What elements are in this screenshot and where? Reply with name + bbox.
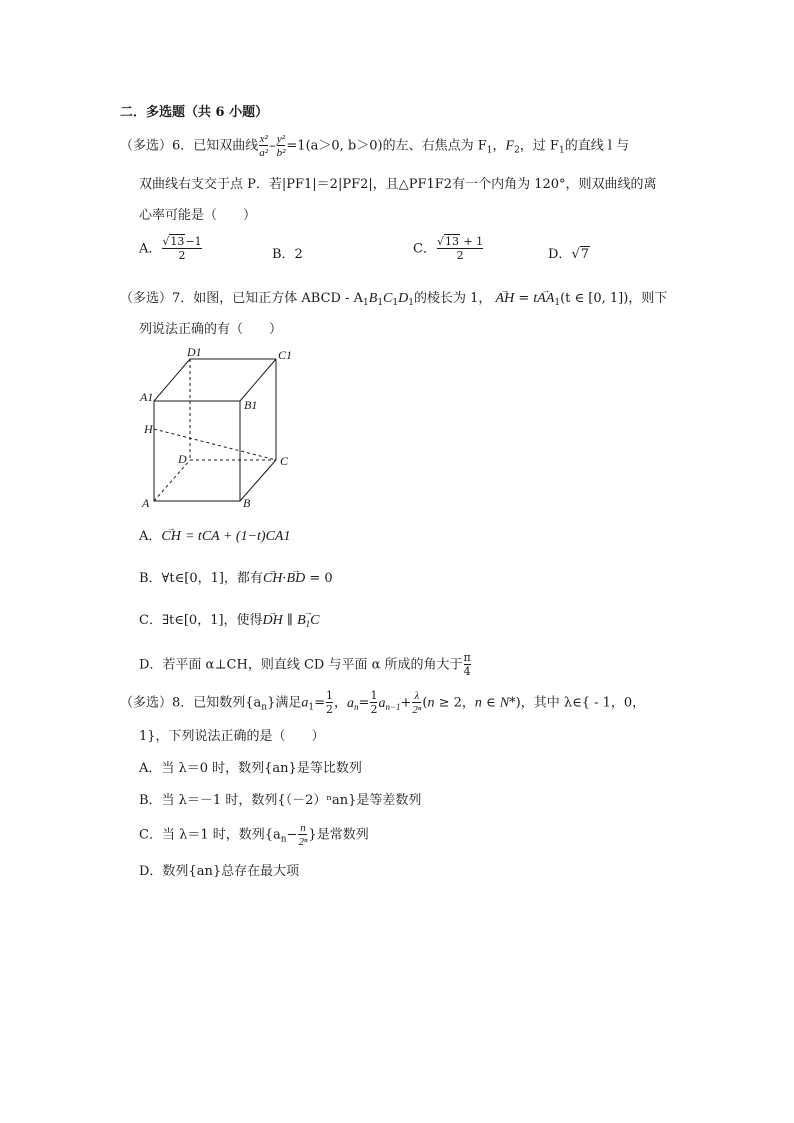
cube-figure <box>135 345 295 515</box>
label-d: D <box>178 452 187 466</box>
q8-option-a[interactable]: A．当 λ＝0 时，数列{an}是等比数列 <box>139 761 362 776</box>
label-h: H <box>144 422 153 436</box>
q6-line3: 心率可能是（ ） <box>139 208 257 223</box>
q6-option-d[interactable]: D．√7 <box>548 247 590 262</box>
q6-line1: （多选）6．已知双曲线 $\frac{\text{x²}}{\text{a²}}$ – $\frac{\text{y²}}{\text{b²}}$ =1(a＞0, b＞0)的左、右焦点为 $F_1$，$F_2$，过 $F_1$的直线 l 与 <box>120 133 630 159</box>
q7-line2: 列说法正确的有（ ） <box>139 322 283 337</box>
q8-option-c[interactable]: C．当 λ＝1 时，数列{$a_n-$ $\frac{n}{\text{2ⁿ}}$ }是常数列 <box>139 822 369 848</box>
label-b1: B1 <box>244 398 258 412</box>
q8-line2: 1}，下列说法正确的是（ ） <box>139 729 325 744</box>
label-d1: D1 <box>187 345 202 359</box>
q7-line1: （多选）7．如图，已知正方体 ABCD - $A_1B_1C_1D_1$的棱长为 1， → AH = $t\to AA_1(t$ ∈ [0, 1])，则下 <box>120 290 667 312</box>
label-b: B <box>243 496 251 510</box>
section-title: 二．多选题（共 6 小题） <box>120 105 269 120</box>
label-c: C <box>280 454 289 468</box>
q6-option-b[interactable]: B．2 <box>272 247 303 262</box>
q6-option-c[interactable]: C． $\frac{√13 + 1}{2}$ <box>413 235 484 262</box>
segment-h-c <box>154 429 276 460</box>
q7-option-c[interactable]: C．∃t∈[0，1]，使得→ DH ∥ → $B_1C$ <box>139 612 319 633</box>
edge-a-d <box>154 460 190 501</box>
edge-b1-c1 <box>240 359 276 401</box>
q8-option-d[interactable]: D．数列{an}总存在最大项 <box>139 864 300 879</box>
q8-option-b[interactable]: B．当 λ＝－1 时，数列{（－2）ⁿan}是等差数列 <box>139 793 422 808</box>
edge-a1-d1 <box>154 359 190 401</box>
q7-option-a[interactable]: A．→ CH = tCA + (1−t)CA1 <box>139 528 290 546</box>
label-c1: C1 <box>278 348 293 362</box>
q7-option-b[interactable]: B．∀t∈[0，1]，都有→ CH·→ BD = 0 <box>139 570 333 588</box>
q7-option-d[interactable]: D．若平面 α⊥CH，则直线 CD 与平面 α 所成的角大于 $\frac{\pi}{4}$ <box>139 651 471 678</box>
frac-x2-a2: $\frac{\text{x²}}{\text{a²}}$ <box>259 133 269 159</box>
edge-b-c <box>240 460 276 501</box>
label-a: A <box>142 496 150 510</box>
q6-line2: 双曲线右支交于点 P．若|PF1|＝2|PF2|，且△PF1F2有一个内角为 120°，则双曲线的离 <box>139 177 657 192</box>
q8-line1: （多选）8．已知数列$\{a_n\}$满足$a_1=$ $\frac{1}{2}$ ，$a_n=$ $\frac{1}{2}$ $a_{n-1}+$ $\frac{\lambda}{\text{2ⁿ}}$ (n ≥ 2，n ∈ N*)，其中 λ∈{ - 1，0， <box>120 689 646 716</box>
q6-option-a[interactable]: A． $\frac{√13-1}{2}$ <box>139 235 202 262</box>
frac-y2-b2: $\frac{\text{y²}}{\text{b²}}$ <box>276 133 286 159</box>
label-a1: A1 <box>140 390 154 404</box>
